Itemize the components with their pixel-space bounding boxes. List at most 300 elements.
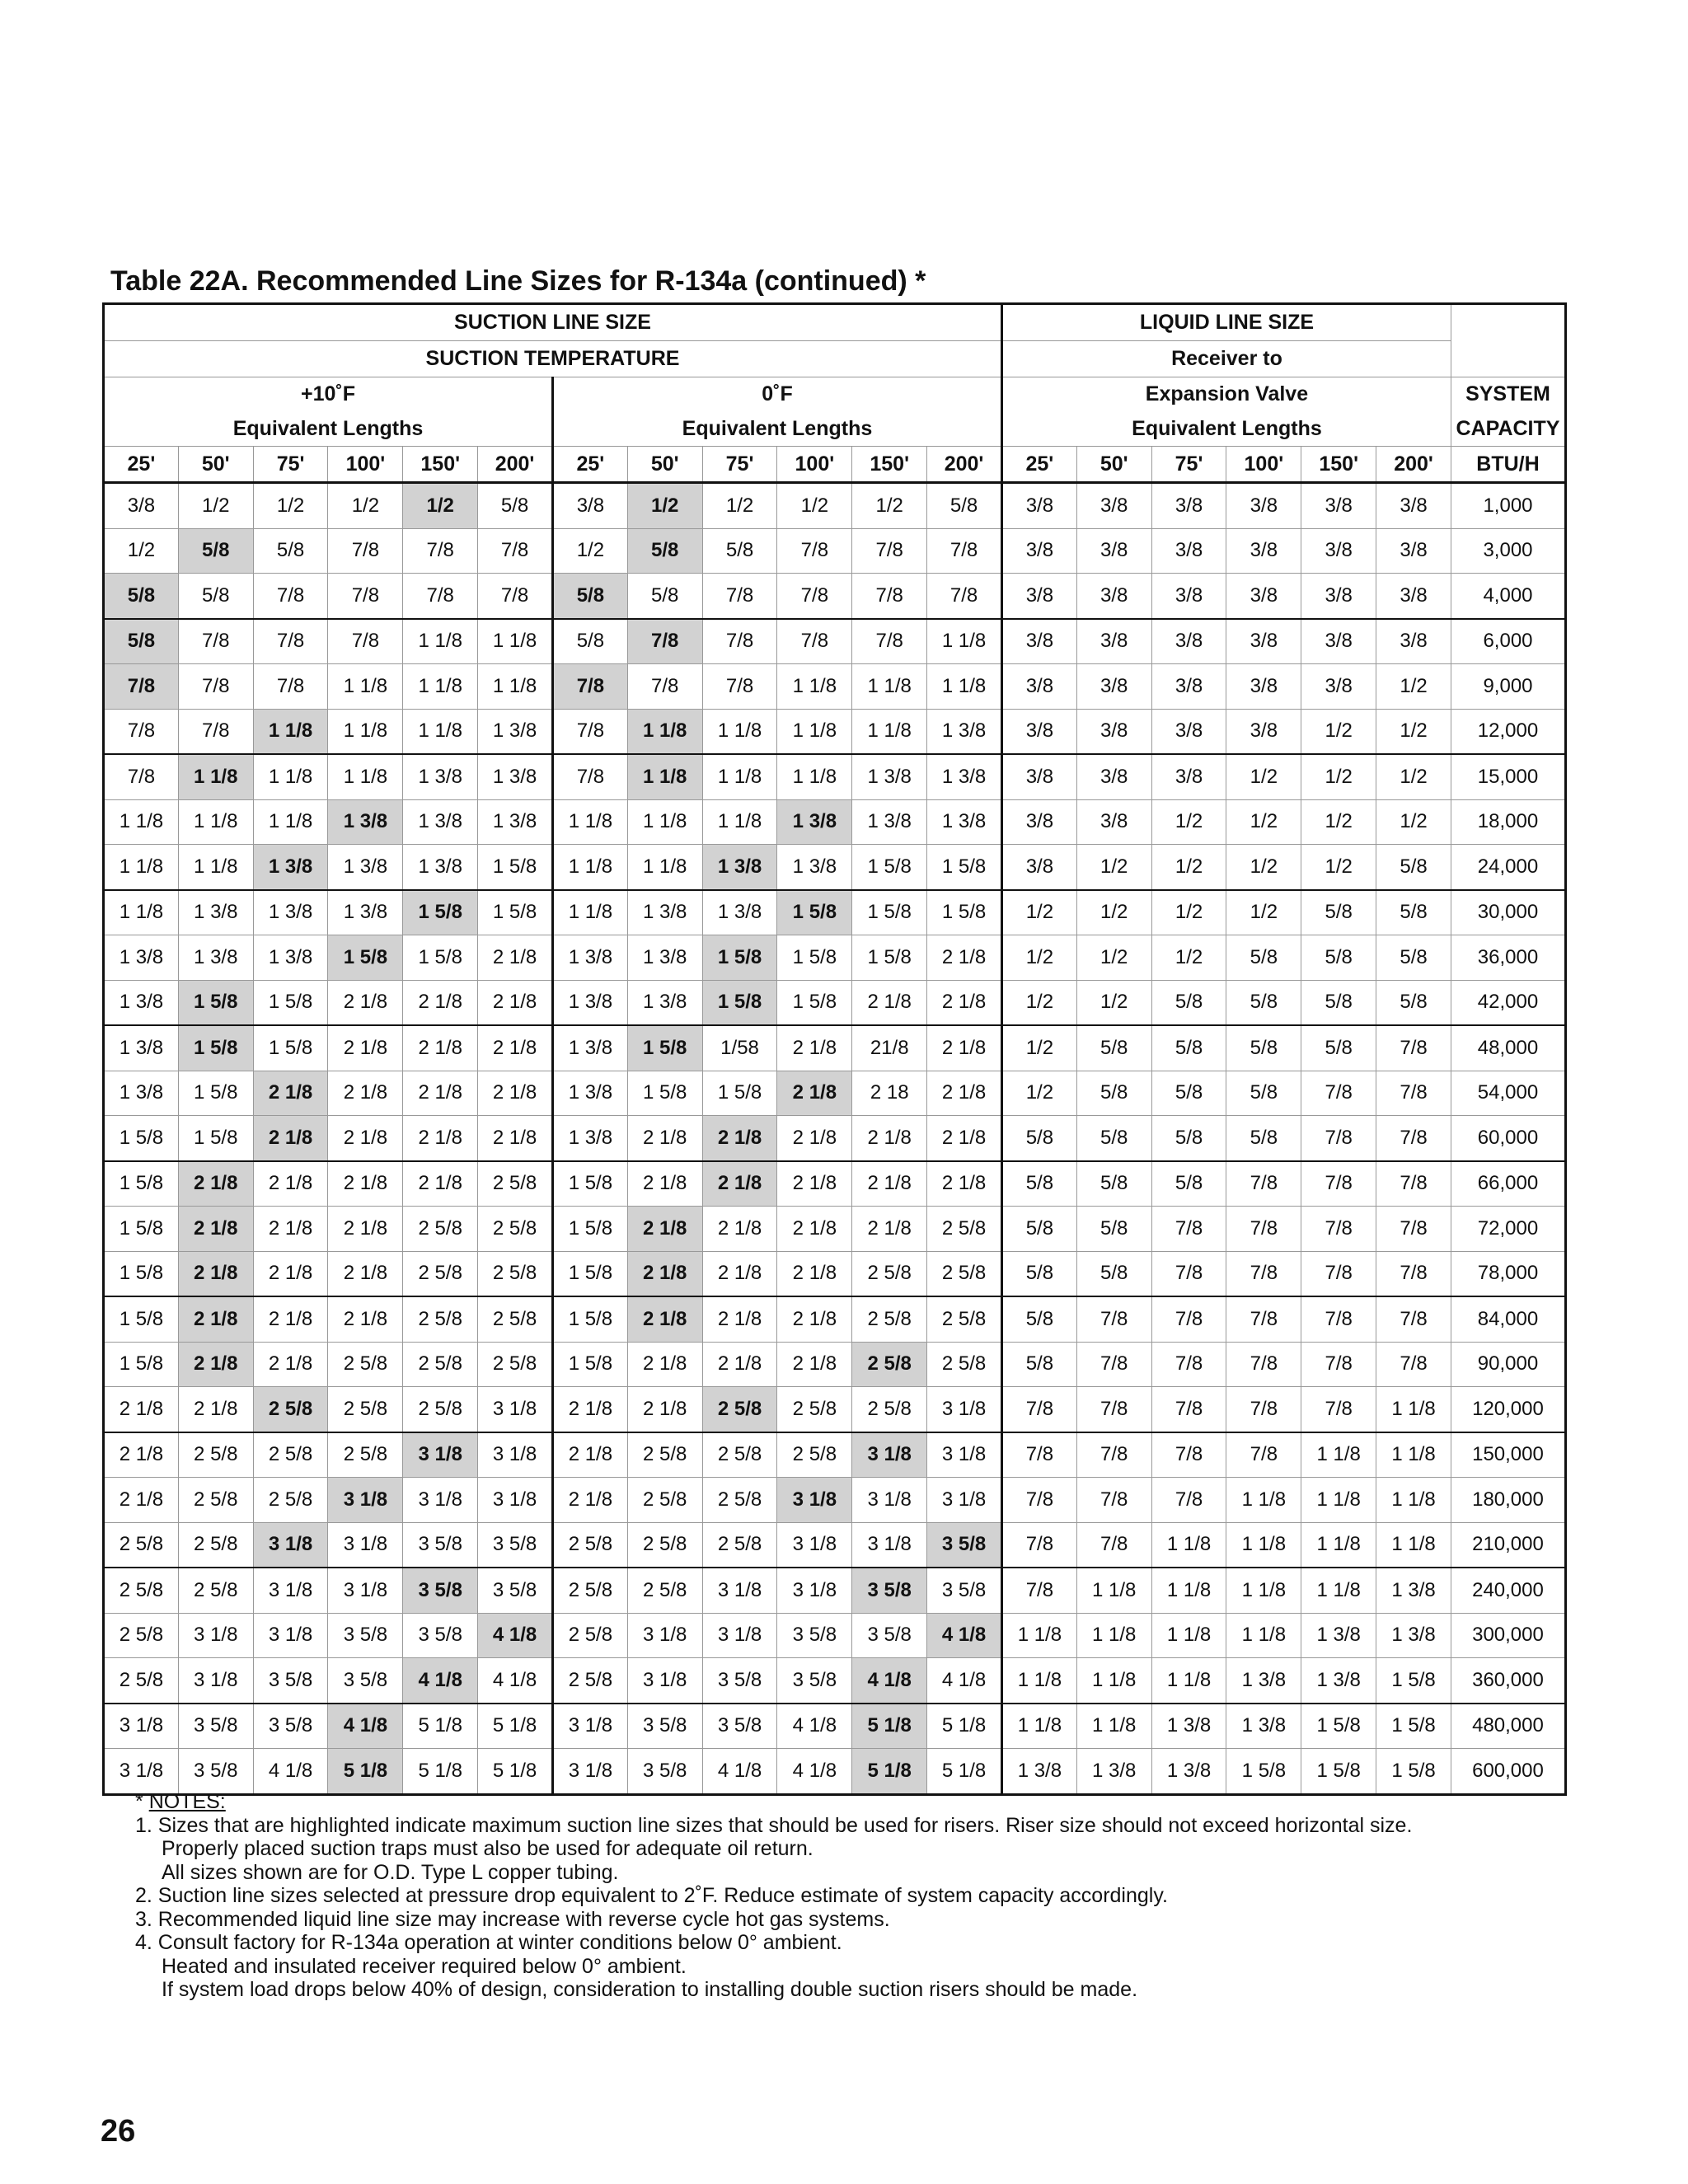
suction-size-cell: 3 1/8 (104, 1704, 179, 1749)
suction-size-cell: 3 5/8 (777, 1658, 852, 1704)
liquid-size-cell: 3/8 (1151, 528, 1226, 574)
suction-size-cell: 3 1/8 (552, 1704, 627, 1749)
suction-size-cell: 2 1/8 (478, 1025, 553, 1071)
suction-size-cell: 3 1/8 (777, 1478, 852, 1523)
suction-size-cell: 5 1/8 (478, 1704, 553, 1749)
capacity-cell: 36,000 (1451, 935, 1565, 981)
liquid-size-cell: 5/8 (1001, 1342, 1076, 1387)
suction-size-cell: 7/8 (852, 528, 927, 574)
suction-size-cell: 1 1/8 (777, 664, 852, 710)
liquid-size-cell: 1 1/8 (1076, 1704, 1151, 1749)
suction-size-cell: 1 3/8 (328, 845, 403, 890)
suction-size-cell: 7/8 (403, 528, 478, 574)
suction-size-cell: 2 5/8 (927, 1251, 1002, 1296)
liquid-size-cell: 1 1/8 (1001, 1704, 1076, 1749)
suction-size-cell: 3 1/8 (478, 1478, 553, 1523)
liquid-size-cell: 7/8 (1151, 1387, 1226, 1432)
suction-size-cell: 2 1/8 (253, 1296, 328, 1342)
suction-size-cell: 2 1/8 (777, 1296, 852, 1342)
suction-size-cell: 2 1/8 (478, 935, 553, 981)
suction-size-cell: 3 5/8 (627, 1704, 702, 1749)
capacity-cell: 180,000 (1451, 1478, 1565, 1523)
length-header: 25' (104, 447, 179, 483)
suction-size-cell: 3 5/8 (702, 1658, 777, 1704)
liquid-size-cell: 7/8 (1376, 1342, 1451, 1387)
liquid-size-cell: 3/8 (1076, 799, 1151, 845)
suction-size-cell: 7/8 (777, 528, 852, 574)
suction-size-cell: 5 1/8 (927, 1749, 1002, 1795)
suction-size-cell: 3 1/8 (403, 1432, 478, 1478)
suction-size-cell: 1 5/8 (552, 1161, 627, 1207)
suction-size-cell: 2 1/8 (328, 1296, 403, 1342)
suction-size-cell: 2 5/8 (627, 1568, 702, 1613)
suction-size-cell: 2 5/8 (403, 1296, 478, 1342)
suction-size-cell: 3 1/8 (927, 1432, 1002, 1478)
length-header: 150' (1301, 447, 1376, 483)
table-row (104, 1207, 1566, 1252)
liquid-size-cell: 7/8 (1151, 1478, 1226, 1523)
suction-size-cell: 1 3/8 (478, 709, 553, 754)
suction-size-cell: 2 1/8 (104, 1432, 179, 1478)
liquid-size-cell: 3/8 (1151, 574, 1226, 619)
suction-size-cell: 3 5/8 (403, 1568, 478, 1613)
suction-size-cell: 2 5/8 (178, 1522, 253, 1568)
suction-size-cell: 2 1/8 (178, 1387, 253, 1432)
suction-size-cell: 2 5/8 (478, 1342, 553, 1387)
liquid-size-cell: 1 3/8 (1076, 1749, 1151, 1795)
liquid-size-cell: 1 1/8 (1376, 1522, 1451, 1568)
table-row (104, 1296, 1566, 1342)
capacity-cell: 120,000 (1451, 1387, 1565, 1432)
liquid-size-cell: 3/8 (1076, 709, 1151, 754)
suction-size-cell: 1/58 (702, 1025, 777, 1071)
suction-size-cell: 1 5/8 (552, 1342, 627, 1387)
suction-size-cell: 3 5/8 (852, 1613, 927, 1658)
suction-size-cell: 3/8 (552, 483, 627, 529)
liquid-size-cell: 5/8 (1376, 845, 1451, 890)
liquid-size-cell: 7/8 (1226, 1207, 1301, 1252)
length-header: 150' (852, 447, 927, 483)
suction-size-cell: 2 5/8 (253, 1432, 328, 1478)
suction-size-cell: 2 1/8 (253, 1116, 328, 1161)
suction-size-cell: 1 5/8 (777, 890, 852, 935)
suction-size-cell: 2 1/8 (328, 1025, 403, 1071)
liquid-size-cell: 1/2 (1001, 980, 1076, 1025)
suction-size-cell: 3 5/8 (852, 1568, 927, 1613)
liquid-size-cell: 1/2 (1301, 845, 1376, 890)
liquid-size-cell: 1/2 (1076, 845, 1151, 890)
suction-size-cell: 3 1/8 (852, 1522, 927, 1568)
suction-size-cell: 1 5/8 (852, 845, 927, 890)
liquid-size-cell: 5/8 (1001, 1296, 1076, 1342)
suction-size-cell: 2 5/8 (478, 1296, 553, 1342)
capacity-cell: 15,000 (1451, 754, 1565, 799)
liquid-size-cell: 5/8 (1076, 1116, 1151, 1161)
table-row (104, 528, 1566, 574)
table-row (104, 1522, 1566, 1568)
suction-size-cell: 2 5/8 (104, 1658, 179, 1704)
liquid-size-cell: 7/8 (1376, 1025, 1451, 1071)
length-header: 75' (702, 447, 777, 483)
suction-size-cell: 2 1/8 (627, 1116, 702, 1161)
suction-size-cell: 1/2 (178, 483, 253, 529)
suction-size-cell: 3 1/8 (478, 1387, 553, 1432)
suction-size-cell: 7/8 (852, 574, 927, 619)
liquid-size-cell: 1 1/8 (1376, 1478, 1451, 1523)
suction-size-cell: 7/8 (178, 664, 253, 710)
header-temp-zero: 0˚F (552, 377, 1001, 412)
length-header: 25' (1001, 447, 1076, 483)
suction-size-cell: 3 1/8 (253, 1613, 328, 1658)
table-row (104, 1251, 1566, 1296)
liquid-size-cell: 7/8 (1151, 1432, 1226, 1478)
suction-size-cell: 2 5/8 (552, 1522, 627, 1568)
suction-size-cell: 3 1/8 (328, 1522, 403, 1568)
suction-size-cell: 2 1/8 (702, 1116, 777, 1161)
table-row (104, 1478, 1566, 1523)
length-header: 75' (253, 447, 328, 483)
header-eq-lengths-liquid: Equivalent Lengths (1001, 412, 1451, 447)
suction-size-cell: 1 5/8 (403, 935, 478, 981)
capacity-cell: 78,000 (1451, 1251, 1565, 1296)
suction-size-cell: 1 5/8 (478, 890, 553, 935)
suction-size-cell: 2 1/8 (852, 1207, 927, 1252)
suction-size-cell: 2 1/8 (178, 1161, 253, 1207)
liquid-size-cell: 7/8 (1301, 1387, 1376, 1432)
suction-size-cell: 1 3/8 (104, 1025, 179, 1071)
liquid-size-cell: 1 5/8 (1226, 1749, 1301, 1795)
suction-size-cell: 1 5/8 (702, 1071, 777, 1116)
suction-size-cell: 3 1/8 (253, 1568, 328, 1613)
suction-size-cell: 2 1/8 (777, 1342, 852, 1387)
liquid-size-cell: 5/8 (1151, 1071, 1226, 1116)
liquid-size-cell: 7/8 (1001, 1387, 1076, 1432)
suction-size-cell: 2 1/8 (328, 1207, 403, 1252)
liquid-size-cell: 7/8 (1226, 1387, 1301, 1432)
suction-size-cell: 2 1/8 (927, 935, 1002, 981)
suction-size-cell: 2 1/8 (328, 1116, 403, 1161)
header-eq-lengths-plus10: Equivalent Lengths (104, 412, 553, 447)
suction-size-cell: 3 1/8 (253, 1522, 328, 1568)
suction-size-cell: 1 5/8 (852, 935, 927, 981)
liquid-size-cell: 7/8 (1301, 1296, 1376, 1342)
table-row (104, 980, 1566, 1025)
suction-size-cell: 1 1/8 (777, 709, 852, 754)
note-line: If system load drops below 40% of design, consideration to installing double suction risers should be made. (162, 1978, 1138, 2001)
suction-size-cell: 1 1/8 (328, 664, 403, 710)
suction-size-cell: 1 3/8 (627, 935, 702, 981)
suction-size-cell: 2 1/8 (627, 1251, 702, 1296)
liquid-size-cell: 5/8 (1076, 1025, 1151, 1071)
suction-size-cell: 2 5/8 (328, 1432, 403, 1478)
liquid-size-cell: 1/2 (1001, 1025, 1076, 1071)
suction-size-cell: 4 1/8 (478, 1613, 553, 1658)
suction-size-cell: 2 5/8 (328, 1387, 403, 1432)
liquid-size-cell: 3/8 (1076, 574, 1151, 619)
liquid-size-cell: 5/8 (1226, 1116, 1301, 1161)
liquid-size-cell: 1 1/8 (1301, 1432, 1376, 1478)
suction-size-cell: 7/8 (253, 664, 328, 710)
liquid-size-cell: 1 1/8 (1226, 1568, 1301, 1613)
header-suction-line-size: SUCTION LINE SIZE (104, 304, 1002, 341)
suction-size-cell: 1 3/8 (777, 845, 852, 890)
suction-size-cell: 1 5/8 (552, 1207, 627, 1252)
liquid-size-cell: 1/2 (1376, 664, 1451, 710)
capacity-cell: 600,000 (1451, 1749, 1565, 1795)
suction-size-cell: 2 1/8 (552, 1432, 627, 1478)
suction-size-cell: 2 1/8 (403, 1071, 478, 1116)
suction-size-cell: 1/2 (403, 483, 478, 529)
suction-size-cell: 1 3/8 (552, 935, 627, 981)
note-line: 1. Sizes that are highlighted indicate maximum suction line sizes that should be used for risers. Riser size should not exceed horizontal size. (135, 1813, 1413, 1837)
header-btuh: BTU/H (1451, 447, 1565, 483)
liquid-size-cell: 5/8 (1151, 980, 1226, 1025)
suction-size-cell: 2 5/8 (627, 1432, 702, 1478)
suction-size-cell: 2 5/8 (478, 1251, 553, 1296)
liquid-size-cell: 7/8 (1226, 1251, 1301, 1296)
suction-size-cell: 7/8 (927, 528, 1002, 574)
table-row (104, 1432, 1566, 1478)
suction-size-cell: 1 1/8 (777, 754, 852, 799)
table-row (104, 1342, 1566, 1387)
liquid-size-cell: 7/8 (1076, 1478, 1151, 1523)
suction-size-cell: 21/8 (852, 1025, 927, 1071)
liquid-size-cell: 3/8 (1001, 664, 1076, 710)
table-row (104, 1658, 1566, 1704)
table-row (104, 1613, 1566, 1658)
capacity-cell: 210,000 (1451, 1522, 1565, 1568)
suction-size-cell: 2 5/8 (178, 1432, 253, 1478)
liquid-size-cell: 1/2 (1376, 799, 1451, 845)
liquid-size-cell: 1/2 (1301, 799, 1376, 845)
suction-size-cell: 1 5/8 (777, 980, 852, 1025)
suction-size-cell: 5 1/8 (403, 1749, 478, 1795)
suction-size-cell: 2 5/8 (403, 1387, 478, 1432)
capacity-cell: 84,000 (1451, 1296, 1565, 1342)
suction-size-cell: 4 1/8 (927, 1613, 1002, 1658)
suction-size-cell: 3 1/8 (552, 1749, 627, 1795)
suction-size-cell: 2 1/8 (777, 1025, 852, 1071)
capacity-cell: 30,000 (1451, 890, 1565, 935)
length-header: 75' (1151, 447, 1226, 483)
suction-size-cell: 4 1/8 (852, 1658, 927, 1704)
suction-size-cell: 2 5/8 (852, 1387, 927, 1432)
suction-size-cell: 1 3/8 (702, 845, 777, 890)
suction-size-cell: 5/8 (627, 528, 702, 574)
liquid-size-cell: 1 1/8 (1226, 1613, 1301, 1658)
liquid-size-cell: 1 5/8 (1376, 1658, 1451, 1704)
suction-size-cell: 1 3/8 (627, 890, 702, 935)
suction-size-cell: 4 1/8 (702, 1749, 777, 1795)
suction-size-cell: 1 1/8 (552, 845, 627, 890)
suction-size-cell: 2 1/8 (328, 1071, 403, 1116)
page-number: 26 (101, 2114, 136, 2149)
suction-size-cell: 1 1/8 (403, 619, 478, 664)
suction-size-cell: 2 1/8 (178, 1207, 253, 1252)
liquid-size-cell: 7/8 (1076, 1342, 1151, 1387)
liquid-size-cell: 5/8 (1076, 1251, 1151, 1296)
liquid-size-cell: 7/8 (1151, 1251, 1226, 1296)
capacity-cell: 4,000 (1451, 574, 1565, 619)
liquid-size-cell: 1/2 (1376, 754, 1451, 799)
suction-size-cell: 2 1/8 (627, 1342, 702, 1387)
capacity-cell: 18,000 (1451, 799, 1565, 845)
liquid-size-cell: 1 1/8 (1301, 1568, 1376, 1613)
suction-size-cell: 1 1/8 (702, 799, 777, 845)
suction-size-cell: 5 1/8 (852, 1704, 927, 1749)
suction-size-cell: 7/8 (927, 574, 1002, 619)
line-size-table (102, 302, 1567, 1796)
suction-size-cell: 5/8 (253, 528, 328, 574)
suction-size-cell: 2 5/8 (552, 1613, 627, 1658)
suction-size-cell: 1 3/8 (478, 754, 553, 799)
suction-size-cell: 2 1/8 (777, 1251, 852, 1296)
liquid-size-cell: 5/8 (1151, 1025, 1226, 1071)
table-row (104, 1704, 1566, 1749)
liquid-size-cell: 7/8 (1001, 1522, 1076, 1568)
suction-size-cell: 2 1/8 (777, 1116, 852, 1161)
liquid-size-cell: 7/8 (1301, 1071, 1376, 1116)
suction-size-cell: 1 1/8 (478, 619, 553, 664)
suction-size-cell: 3 1/8 (178, 1658, 253, 1704)
suction-size-cell: 7/8 (253, 619, 328, 664)
length-header: 25' (552, 447, 627, 483)
suction-size-cell: 1/2 (852, 483, 927, 529)
suction-size-cell: 7/8 (328, 619, 403, 664)
suction-size-cell: 3 5/8 (777, 1613, 852, 1658)
suction-size-cell: 2 1/8 (104, 1387, 179, 1432)
suction-size-cell: 1 3/8 (852, 754, 927, 799)
suction-size-cell: 7/8 (403, 574, 478, 619)
table-row (104, 1025, 1566, 1071)
liquid-size-cell: 7/8 (1376, 1161, 1451, 1207)
suction-size-cell: 1 3/8 (403, 845, 478, 890)
suction-size-cell: 3 1/8 (478, 1432, 553, 1478)
liquid-size-cell: 3/8 (1001, 799, 1076, 845)
suction-size-cell: 7/8 (478, 528, 553, 574)
suction-size-cell: 1 3/8 (702, 890, 777, 935)
suction-size-cell: 2 1/8 (478, 1071, 553, 1116)
suction-size-cell: 2 5/8 (852, 1251, 927, 1296)
liquid-size-cell: 7/8 (1076, 1296, 1151, 1342)
table-title: Table 22A. Recommended Line Sizes for R-134a (continued) * (110, 265, 926, 297)
suction-size-cell: 7/8 (104, 664, 179, 710)
length-header: 50' (627, 447, 702, 483)
suction-size-cell: 1 3/8 (852, 799, 927, 845)
suction-size-cell: 1 5/8 (927, 890, 1002, 935)
header-capacity: CAPACITY (1451, 412, 1565, 447)
suction-size-cell: 4 1/8 (253, 1749, 328, 1795)
liquid-size-cell: 5/8 (1301, 980, 1376, 1025)
suction-size-cell: 5 1/8 (927, 1704, 1002, 1749)
suction-size-cell: 2 1/8 (552, 1387, 627, 1432)
liquid-size-cell: 7/8 (1376, 1296, 1451, 1342)
suction-size-cell: 2 5/8 (927, 1342, 1002, 1387)
liquid-size-cell: 3/8 (1001, 754, 1076, 799)
suction-size-cell: 1 3/8 (478, 799, 553, 845)
capacity-cell: 54,000 (1451, 1071, 1565, 1116)
suction-size-cell: 1 1/8 (927, 619, 1002, 664)
suction-size-cell: 3 1/8 (104, 1749, 179, 1795)
liquid-size-cell: 3/8 (1226, 574, 1301, 619)
suction-size-cell: 2 1/8 (927, 980, 1002, 1025)
table-row (104, 845, 1566, 890)
liquid-size-cell: 3/8 (1301, 483, 1376, 529)
length-header: 100' (328, 447, 403, 483)
suction-size-cell: 2 1/8 (328, 980, 403, 1025)
suction-size-cell: 2 1/8 (702, 1251, 777, 1296)
suction-size-cell: 7/8 (104, 709, 179, 754)
suction-size-cell: 1 1/8 (852, 709, 927, 754)
table-row (104, 1071, 1566, 1116)
suction-size-cell: 1/2 (253, 483, 328, 529)
suction-size-cell: 1 1/8 (178, 754, 253, 799)
suction-size-cell: 2 5/8 (478, 1207, 553, 1252)
suction-size-cell: 1 1/8 (104, 890, 179, 935)
table-row (104, 935, 1566, 981)
liquid-size-cell: 1 3/8 (1001, 1749, 1076, 1795)
liquid-size-cell: 3/8 (1301, 619, 1376, 664)
suction-size-cell: 1 5/8 (104, 1161, 179, 1207)
suction-size-cell: 1 5/8 (627, 1071, 702, 1116)
suction-size-cell: 3 5/8 (178, 1749, 253, 1795)
suction-size-cell: 5/8 (627, 574, 702, 619)
suction-size-cell: 2 5/8 (328, 1342, 403, 1387)
liquid-size-cell: 5/8 (1076, 1207, 1151, 1252)
suction-size-cell: 1 5/8 (478, 845, 553, 890)
liquid-size-cell: 7/8 (1076, 1522, 1151, 1568)
liquid-size-cell: 1/2 (1001, 890, 1076, 935)
liquid-size-cell: 1/2 (1151, 935, 1226, 981)
liquid-size-cell: 1/2 (1076, 935, 1151, 981)
liquid-size-cell: 5/8 (1301, 1025, 1376, 1071)
liquid-size-cell: 1 1/8 (1151, 1522, 1226, 1568)
suction-size-cell: 1 5/8 (702, 935, 777, 981)
suction-size-cell: 1 1/8 (403, 709, 478, 754)
suction-size-cell: 5/8 (552, 574, 627, 619)
liquid-size-cell: 3/8 (1301, 664, 1376, 710)
suction-size-cell: 2 1/8 (852, 1116, 927, 1161)
suction-size-cell: 2 5/8 (403, 1251, 478, 1296)
suction-size-cell: 2 18 (852, 1071, 927, 1116)
suction-size-cell: 1/2 (328, 483, 403, 529)
suction-size-cell: 4 1/8 (478, 1658, 553, 1704)
suction-size-cell: 1 1/8 (478, 664, 553, 710)
table-row (104, 890, 1566, 935)
suction-size-cell: 7/8 (627, 619, 702, 664)
capacity-cell: 90,000 (1451, 1342, 1565, 1387)
suction-size-cell: 1 1/8 (253, 799, 328, 845)
liquid-size-cell: 3/8 (1151, 483, 1226, 529)
suction-size-cell: 1 1/8 (627, 709, 702, 754)
suction-size-cell: 3 1/8 (927, 1478, 1002, 1523)
suction-size-cell: 1 1/8 (328, 754, 403, 799)
suction-size-cell: 2 1/8 (403, 1025, 478, 1071)
suction-size-cell: 2 1/8 (627, 1296, 702, 1342)
capacity-cell: 300,000 (1451, 1613, 1565, 1658)
suction-size-cell: 1 5/8 (328, 935, 403, 981)
suction-size-cell: 1 5/8 (178, 1071, 253, 1116)
suction-size-cell: 2 5/8 (478, 1161, 553, 1207)
liquid-size-cell: 1 1/8 (1301, 1478, 1376, 1523)
header-suction-temperature: SUCTION TEMPERATURE (104, 341, 1002, 377)
suction-size-cell: 7/8 (253, 574, 328, 619)
suction-size-cell: 2 1/8 (777, 1207, 852, 1252)
suction-size-cell: 2 5/8 (104, 1522, 179, 1568)
suction-size-cell: 1 3/8 (328, 799, 403, 845)
suction-size-cell: 1 1/8 (852, 664, 927, 710)
liquid-size-cell: 1/2 (1226, 845, 1301, 890)
